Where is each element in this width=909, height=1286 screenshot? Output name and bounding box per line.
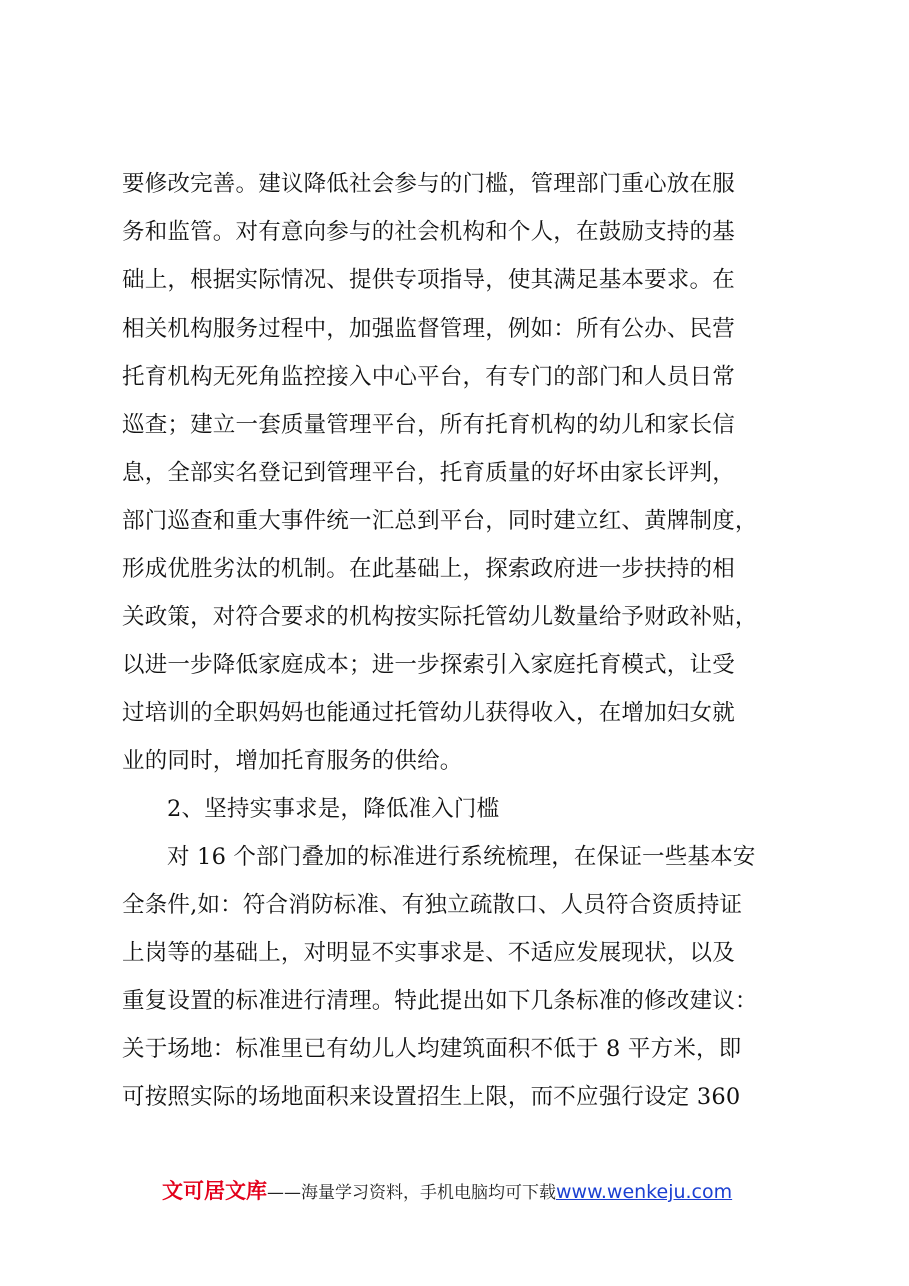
body-text-line: 上岗等的基础上，对明显不实事求是、不适应发展现状，以及 bbox=[122, 940, 735, 966]
body-text-line: 业的同时，增加托育服务的供给。 bbox=[122, 748, 463, 774]
section-heading: 2、坚持实事求是，降低准入门槛 bbox=[167, 796, 500, 822]
body-text-line: 要修改完善。建议降低社会参与的门槛，管理部门重心放在服 bbox=[122, 171, 735, 197]
body-text-line: 巡查；建立一套质量管理平台，所有托育机构的幼儿和家长信 bbox=[122, 412, 735, 438]
body-text-line: 相关机构服务过程中，加强监督管理，例如：所有公办、民营 bbox=[122, 316, 735, 342]
body-text-line: 础上，根据实际情况、提供专项指导，使其满足基本要求。在 bbox=[122, 267, 735, 293]
footer-banner bbox=[162, 1181, 732, 1202]
body-text-line: 务和监管。对有意向参与的社会机构和个人，在鼓励支持的基 bbox=[122, 219, 735, 245]
body-text-line: 可按照实际的场地面积来设置招生上限，而不应强行设定 360 bbox=[122, 1084, 741, 1110]
body-text-line: 重复设置的标准进行清理。特此提出如下几条标准的修改建议： bbox=[122, 988, 758, 1014]
footer-brand: 文可居文库 bbox=[162, 1179, 267, 1203]
body-text-line: 息，全部实名登记到管理平台，托育质量的好坏由家长评判， bbox=[122, 460, 735, 486]
body-text-line: 关于场地：标准里已有幼儿人均建筑面积不低于 8 平方米，即 bbox=[122, 1036, 742, 1062]
body-text-line: 以进一步降低家庭成本；进一步探索引入家庭托育模式，让受 bbox=[122, 652, 735, 678]
footer-slogan: ——海量学习资料，手机电脑均可下载 bbox=[267, 1183, 556, 1203]
body-text-line: 托育机构无死角监控接入中心平台，有专门的部门和人员日常 bbox=[122, 364, 735, 390]
body-text-line: 形成优胜劣汰的机制。在此基础上，探索政府进一步扶持的相 bbox=[122, 556, 735, 582]
body-text-line: 关政策，对符合要求的机构按实际托管幼儿数量给予财政补贴， bbox=[122, 604, 758, 630]
body-text-line: 过培训的全职妈妈也能通过托管幼儿获得收入，在增加妇女就 bbox=[122, 700, 735, 726]
body-text-line: 部门巡查和重大事件统一汇总到平台，同时建立红、黄牌制度， bbox=[122, 508, 758, 534]
body-text-line: 对 16 个部门叠加的标准进行系统梳理，在保证一些基本安 bbox=[167, 844, 756, 870]
body-text-line: 全条件,如：符合消防标准、有独立疏散口、人员符合资质持证 bbox=[122, 892, 743, 918]
footer-link[interactable]: www.wenkeju.com bbox=[556, 1181, 733, 1203]
